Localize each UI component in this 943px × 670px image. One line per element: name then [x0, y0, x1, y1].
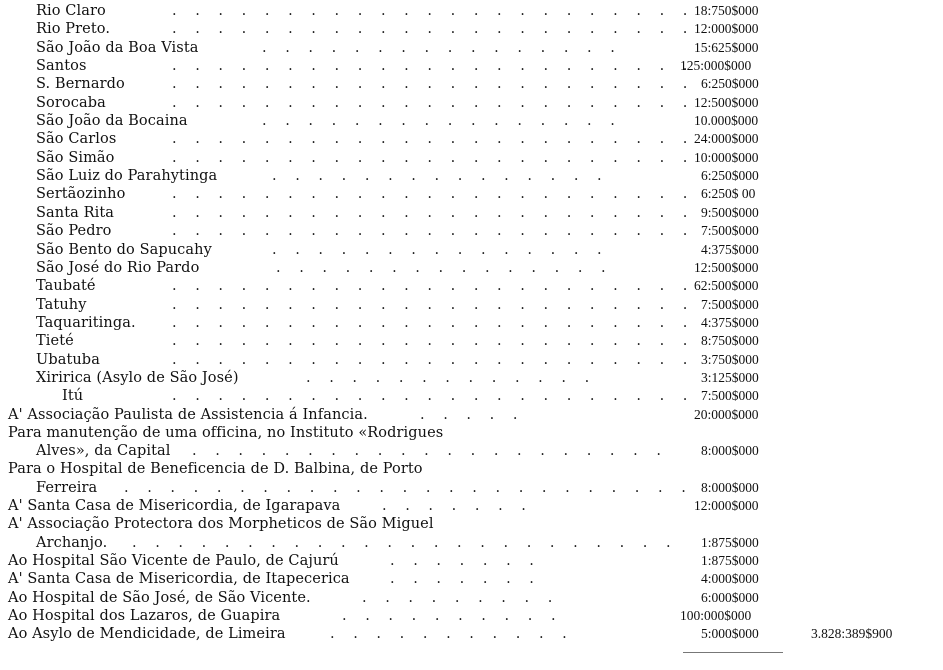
- dot-leader: . . . . . . . . . . . . . . .: [272, 168, 609, 184]
- entry-label: Sertãozinho: [36, 186, 126, 202]
- dot-leader: . . . . . . . . . . . . . . . . . . . . . . .: [172, 76, 695, 92]
- ledger-row: [0, 57, 943, 75]
- entry-label: Taubaté: [36, 278, 96, 294]
- dot-leader: . . . . . . .: [390, 553, 541, 569]
- ledger-row: [0, 607, 943, 625]
- dot-leader: . . . . . . . . . . .: [330, 626, 574, 642]
- entry-amount: 8:000$000: [701, 443, 759, 458]
- entry-label: A' Associação Paulista de Assistencia á Infancia.: [8, 407, 368, 423]
- entry-amount: 8:750$000: [701, 333, 759, 348]
- ledger-row: [0, 369, 943, 387]
- entry-amount: 62:500$000: [694, 278, 759, 293]
- dot-leader: . . . . . . . . . . . . . . . . . . . . . . .: [172, 223, 695, 239]
- ledger-row: [0, 149, 943, 167]
- dot-leader: . . . . . . . . . . . . . . . . . . . . . . .: [172, 58, 695, 74]
- entry-label: Ferreira: [36, 480, 98, 496]
- dot-leader: . . . . . . . . . . . . . . . . . . . . . . .: [172, 205, 695, 221]
- dot-leader: . . . . . . . . . . . . . . . . . . . . . . .: [172, 131, 695, 147]
- ledger-row: [0, 625, 943, 643]
- dot-leader: . . . . . . . . . . . . . . . . . . . . . . .: [172, 150, 695, 166]
- dot-leader: . . . . . . . . . .: [342, 608, 563, 624]
- ledger-row: [0, 497, 943, 515]
- entry-amount: 3:750$000: [701, 352, 759, 367]
- entry-amount: 7:500$000: [701, 223, 759, 238]
- grand-total: 3.828:389$900: [811, 626, 893, 641]
- entry-amount: 4:375$000: [701, 315, 759, 330]
- entry-label: Alves», da Capital: [36, 443, 171, 459]
- ledger-row: [0, 351, 943, 369]
- entry-label: Ao Asylo de Mendicidade, de Limeira: [8, 626, 286, 642]
- dot-leader: . . . . . . . . . . . . . . . . . . . . . . .: [172, 315, 695, 331]
- entry-label: Xiririca (Asylo de São José): [36, 370, 239, 386]
- entry-label: Ubatuba: [36, 352, 100, 368]
- dot-leader: . . . . . . . . . . . . . . . . . . . . . . . . .: [124, 480, 693, 496]
- dot-leader: . . . . . . . . . . . . . . . .: [262, 113, 622, 129]
- entry-amount: 24:000$000: [694, 131, 759, 146]
- ledger-row: [0, 515, 943, 533]
- entry-label: São Carlos: [36, 131, 117, 147]
- entry-amount: 8:000$000: [701, 480, 759, 495]
- dot-leader: . . . . . . . . . . . . . . . . . . . . . . .: [172, 278, 695, 294]
- ledger-row: [0, 460, 943, 478]
- dot-leader: . . . . . . . . .: [362, 590, 560, 606]
- entry-amount: 6:250$000: [701, 168, 759, 183]
- entry-label: Archanjo.: [36, 535, 108, 551]
- entry-amount: 1:875$000: [701, 535, 759, 550]
- ledger-row: [0, 130, 943, 148]
- entry-label: Rio Preto.: [36, 21, 111, 37]
- dot-leader: . . . . . . . . . . . . . . . . . . . . . . .: [172, 333, 695, 349]
- entry-label: São José do Rio Pardo: [36, 260, 200, 276]
- dot-leader: . . . . . . . . . . . . .: [306, 370, 597, 386]
- entry-amount: 4:375$000: [701, 242, 759, 257]
- entry-label: São João da Boa Vista: [36, 40, 199, 56]
- entry-label: A' Associação Protectora dos Morpheticos de São Miguel: [8, 516, 434, 532]
- ledger-row: [0, 442, 943, 460]
- dot-leader: . . . . . . . . . . . . . . . . . . . . .: [192, 443, 668, 459]
- entry-amount: 7:500$000: [701, 297, 759, 312]
- entry-amount: 7:500$000: [701, 388, 759, 403]
- ledger-row: [0, 259, 943, 277]
- entry-amount: 10:000$000: [694, 150, 759, 165]
- dot-leader: . . . . . . . . . . . . . . . . . . . . . . .: [172, 186, 695, 202]
- ledger-row: [0, 424, 943, 442]
- dot-leader: . . . . . . . . . . . . . . . . . . . . . . . .: [132, 535, 678, 551]
- entry-amount: 10.000$000: [694, 113, 759, 128]
- ledger-row: [0, 332, 943, 350]
- entry-amount: 18:750$000: [694, 3, 759, 18]
- ledger-row: [0, 277, 943, 295]
- entry-amount: 15:625$000: [694, 40, 759, 55]
- entry-label: São Simão: [36, 150, 115, 166]
- ledger-row: [0, 112, 943, 130]
- ledger-row: [0, 314, 943, 332]
- entry-label: Santos: [36, 58, 87, 74]
- entry-label: Itú: [62, 388, 84, 404]
- dot-leader: . . . . . . . . . . . . . . . . . . . . . . .: [172, 388, 695, 404]
- ledger-row: [0, 39, 943, 57]
- entry-label: A' Santa Casa de Misericordia, de Itapecerica: [8, 571, 350, 587]
- entry-amount: 6:250$ 00: [701, 186, 756, 201]
- entry-amount: 6:250$000: [701, 76, 759, 91]
- entry-label: Para o Hospital de Beneficencia de D. Balbina, de Porto: [8, 461, 423, 477]
- entry-amount: 1:875$000: [701, 553, 759, 568]
- entry-label: A' Santa Casa de Misericordia, de Igarapava: [8, 498, 341, 514]
- dot-leader: . . . . . . . . . . . . . . . . . . . . . . .: [172, 297, 695, 313]
- dot-leader: . . . . . . . . . . . . . . . . . . . . . . .: [172, 352, 695, 368]
- ledger-row: [0, 222, 943, 240]
- entry-label: Sorocaba: [36, 95, 106, 111]
- entry-label: Santa Rita: [36, 205, 115, 221]
- entry-label: Rio Claro: [36, 3, 106, 19]
- entry-label: S. Bernardo: [36, 76, 125, 92]
- entry-label: Ao Hospital dos Lazaros, de Guapira: [8, 608, 281, 624]
- ledger-row: [0, 167, 943, 185]
- entry-amount: 20:000$000: [694, 407, 759, 422]
- entry-label: Taquaritinga.: [36, 315, 136, 331]
- entry-label: São Luiz do Parahytinga: [36, 168, 218, 184]
- ledger-row: [0, 570, 943, 588]
- entry-label: Tatuhy: [36, 297, 87, 313]
- entry-amount: 6:000$000: [701, 590, 759, 605]
- ledger-row: [0, 387, 943, 405]
- dot-leader: . . . . . . . . . . . . . . . . . . . . . . .: [172, 21, 695, 37]
- entry-amount: 12:500$000: [694, 260, 759, 275]
- entry-amount: 3:125$000: [701, 370, 759, 385]
- entry-amount: 12:000$000: [694, 21, 759, 36]
- ledger-row: [0, 75, 943, 93]
- ledger-row: [0, 479, 943, 497]
- ledger-row: [0, 296, 943, 314]
- ledger-row: [0, 185, 943, 203]
- entry-label: São Pedro: [36, 223, 112, 239]
- entry-label: São João da Bocaina: [36, 113, 188, 129]
- ledger-row: [0, 241, 943, 259]
- entry-label: São Bento do Sapucahy: [36, 242, 212, 258]
- entry-amount: 5:000$000: [701, 626, 759, 641]
- dot-leader: . . . . . . .: [390, 571, 541, 587]
- entry-amount: 12:000$000: [694, 498, 759, 513]
- ledger-row: [0, 2, 943, 20]
- entry-label: Ao Hospital de São José, de São Vicente.: [8, 590, 311, 606]
- ledger-row: [0, 552, 943, 570]
- entry-label: Para manutenção de uma officina, no Instituto «Rodrigues: [8, 425, 444, 441]
- entry-label: Tieté: [36, 333, 74, 349]
- entry-amount: 4:000$000: [701, 571, 759, 586]
- ledger-row: [0, 534, 943, 552]
- ledger-row: [0, 589, 943, 607]
- dot-leader: . . . . . . . . . . . . . . . . . . . . . . .: [172, 3, 695, 19]
- ledger-row: [0, 406, 943, 424]
- dot-leader: . . . . . . . . . . . . . . . .: [262, 40, 622, 56]
- dot-leader: . . . . .: [420, 407, 525, 423]
- dot-leader: . . . . . . . . . . . . . . . . . . . . . . .: [172, 95, 695, 111]
- entry-amount: 12:500$000: [694, 95, 759, 110]
- entry-amount: 9:500$000: [701, 205, 759, 220]
- entry-amount: 100:000$000: [680, 608, 752, 623]
- entry-amount: 125:000$000: [680, 58, 752, 73]
- dot-leader: . . . . . . . . . . . . . . .: [272, 242, 609, 258]
- dot-leader: . . . . . . .: [382, 498, 533, 514]
- entry-label: Ao Hospital São Vicente de Paulo, de Cajurú: [8, 553, 339, 569]
- sum-rule: [683, 652, 783, 653]
- dot-leader: . . . . . . . . . . . . . . .: [276, 260, 613, 276]
- ledger-row: [0, 20, 943, 38]
- ledger-row: [0, 94, 943, 112]
- ledger-row: [0, 204, 943, 222]
